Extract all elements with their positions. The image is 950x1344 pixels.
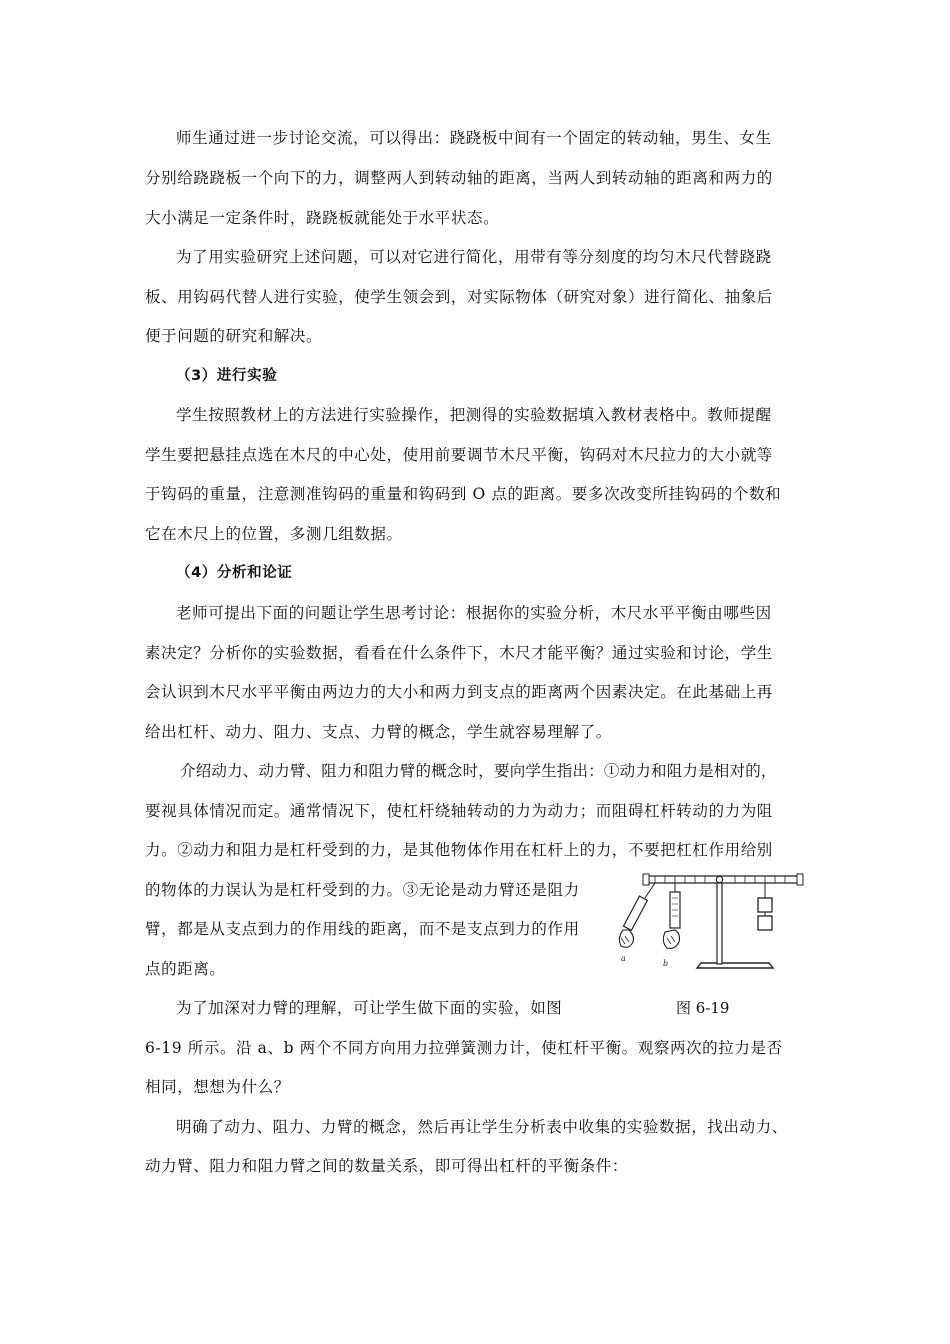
section-heading: （4）分析和论证 [176, 565, 293, 581]
paragraph-line: 臂，都是从支点到力的作用线的距离，而不是支点到力的作用 [145, 920, 580, 938]
pivot-point [716, 876, 722, 882]
paragraph-line: 板、用钩码代替人进行实验，使学生领会到，对实际物体（研究对象）进行简化、抽象后 [145, 288, 773, 306]
paragraph-line: 老师可提出下面的问题让学生思考讨论：根据你的实验分析，木尺水平平衡由哪些因 [176, 604, 772, 622]
paragraph-line: 为了用实验研究上述问题，可以对它进行简化，用带有等分刻度的均匀木尺代替跷跷 [176, 248, 772, 266]
paragraph-line: 力。②动力和阻力是杠杆受到的力，是其他物体作用在杠杆上的力，不要把杠杠作用给别 [145, 841, 773, 859]
bar-end-left [643, 874, 649, 885]
lever-experiment-figure [615, 866, 815, 976]
spring-scale-a [623, 896, 647, 930]
paragraph-line: 介绍动力、动力臂、阻力和阻力臂的概念时，要向学生指出：①动力和阻力是相对的， [180, 762, 777, 780]
paragraph-line: 学生要把悬挂点选在木尺的中心处，使用前要调节木尺平衡，钩码对木尺拉力的大小就等 [145, 446, 773, 464]
paragraph-line: 明确了动力、阻力、力臂的概念，然后再让学生分析表中收集的实验数据，找出动力、 [176, 1118, 788, 1136]
paragraph-line: 分别给跷跷板一个向下的力，调整两人到转动轴的距离，当两人到转动轴的距离和两力的 [145, 169, 773, 187]
paragraph-line: 素决定？分析你的实验数据，看看在什么条件下，木尺才能平衡？通过实验和讨论，学生 [145, 644, 773, 662]
weight-lower [758, 916, 772, 930]
paragraph-line: 师生通过进一步讨论交流，可以得出：跷跷板中间有一个固定的转动轴，男生、女生 [176, 129, 772, 147]
label-b: b [663, 959, 669, 968]
paragraph-line: 于钩码的重量，注意测准钩码的重量和钩码到 O 点的距离。要多次改变所挂钩码的个数和 [145, 485, 782, 503]
paragraph-line: 大小满足一定条件时，跷跷板就能处于水平状态。 [145, 209, 500, 227]
paragraph-line: 学生按照教材上的方法进行实验操作，把测得的实验数据填入教材表格中。教师提醒 [176, 406, 772, 424]
stand-post [717, 882, 722, 964]
paragraph-line: 动力臂、阻力和阻力臂之间的数量关系，即可得出杠杆的平衡条件： [145, 1157, 629, 1175]
weight-upper [758, 898, 772, 912]
hand-b [663, 930, 679, 948]
stand-base [697, 963, 773, 968]
section-heading: （3）进行实验 [176, 368, 278, 384]
paragraph-line: 相同，想想为什么？ [145, 1078, 290, 1096]
paragraph-line: 为了加深对力臂的理解，可让学生做下面的实验，如图 [176, 999, 563, 1017]
paragraph-line: 便于问题的研究和解决。 [145, 327, 323, 345]
figure-caption: 图 6-19 [676, 999, 730, 1017]
paragraph-line: 6-19 所示。沿 a、b 两个不同方向用力拉弹簧测力计，使杠杆平衡。观察两次的拉力是否 [145, 1039, 783, 1057]
paragraph-line: 的物体的力误认为是杠杆受到的力。③无论是动力臂还是阻力 [145, 881, 580, 899]
bar-end-right [797, 874, 803, 885]
label-a: a [621, 954, 626, 963]
paragraph-line: 它在木尺上的位置，多测几组数据。 [145, 525, 403, 543]
paragraph-line: 会认识到木尺水平平衡由两边力的大小和两力到支点的距离两个因素决定。在此基础上再 [145, 683, 773, 701]
paragraph-line: 给出杠杆、动力、阻力、支点、力臂的概念，学生就容易理解了。 [145, 723, 612, 741]
paragraph-line: 要视具体情况而定。通常情况下，使杠杆绕轴转动的力为动力；而阻碍杠杆转动的力为阻 [145, 802, 773, 820]
paragraph-line: 点的距离。 [145, 960, 226, 978]
